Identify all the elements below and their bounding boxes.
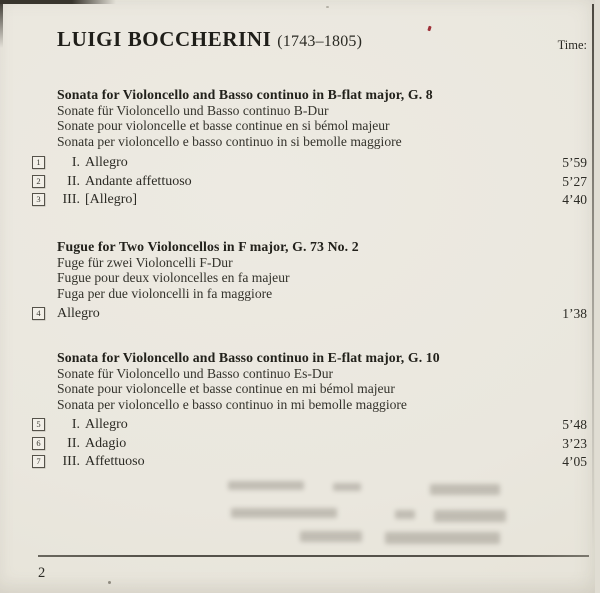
track-time: 3’23 bbox=[562, 435, 587, 451]
work-title-italian: Fuga per due violoncelli in fa maggiore bbox=[57, 285, 273, 301]
composer-name bbox=[57, 27, 362, 52]
work-title-german: Sonate für Violoncello und Basso continuo Es-Dur bbox=[57, 366, 334, 381]
movement-numeral: I. bbox=[71, 417, 80, 432]
work-title-german: Sonate für Violoncello und Basso continuo B-Dur bbox=[57, 103, 329, 118]
track-time: 5’59 bbox=[562, 155, 587, 170]
movement-numeral: III. bbox=[62, 192, 80, 208]
movement-title: Andante affettuoso bbox=[85, 173, 192, 189]
track-time: 5’48 bbox=[562, 417, 587, 432]
movement-numeral: II. bbox=[67, 173, 80, 189]
track-number-box: 2 bbox=[32, 175, 45, 188]
work-title: Fugue for Two Violoncellos in F major, G. 73 No. 2 bbox=[57, 239, 359, 254]
work-title-italian: Sonata per violoncello e basso continuo in mi bemolle maggiore bbox=[57, 396, 407, 412]
track-number-box: 6 bbox=[32, 437, 45, 450]
showthrough-smudge bbox=[300, 531, 362, 542]
track-number-box: 3 bbox=[32, 193, 45, 206]
track-row bbox=[0, 453, 600, 472]
page-number: 2 bbox=[38, 565, 46, 581]
time-column-label: Time: bbox=[557, 38, 587, 52]
dust-speck bbox=[108, 581, 111, 584]
track-time: 5’27 bbox=[562, 173, 587, 189]
composer-years: (1743–1805) bbox=[277, 33, 363, 50]
work-title-french: Sonate pour violoncelle et basse continue en mi bémol majeur bbox=[57, 381, 395, 397]
movement-title: Adagio bbox=[85, 435, 127, 451]
showthrough-smudge bbox=[333, 483, 361, 491]
showthrough-smudge bbox=[430, 484, 500, 495]
work-title-french: Sonate pour violoncelle et basse continue en si bémol majeur bbox=[57, 118, 390, 134]
track-row bbox=[0, 154, 600, 173]
track-number-box: 1 bbox=[32, 156, 45, 169]
work-title-german: Fuge für zwei Violoncelli F-Dur bbox=[57, 255, 233, 270]
track-number-box: 5 bbox=[32, 418, 45, 431]
work-section-sonata-g8 bbox=[57, 87, 577, 149]
movement-numeral: II. bbox=[67, 435, 80, 451]
track-time: 4’40 bbox=[562, 192, 587, 208]
track-list-sonata-g8 bbox=[0, 154, 600, 210]
track-list-sonata-g10 bbox=[0, 416, 600, 472]
track-time: 1’38 bbox=[562, 306, 587, 321]
work-section-fugue-g73 bbox=[57, 239, 577, 301]
movement-numeral: III. bbox=[62, 454, 80, 470]
composer-name-text: LUIGI BOCCHERINI bbox=[57, 27, 272, 51]
movement-title: Affettuoso bbox=[85, 454, 145, 470]
showthrough-smudge bbox=[231, 508, 337, 518]
track-time: 4’05 bbox=[562, 454, 587, 470]
track-row bbox=[0, 173, 600, 192]
movement-title: Allegro bbox=[85, 155, 128, 170]
track-row bbox=[0, 305, 600, 324]
movement-numeral: I. bbox=[71, 155, 80, 170]
movement-title: Allegro bbox=[57, 306, 100, 321]
showthrough-smudge bbox=[385, 532, 500, 544]
movement-title: [Allegro] bbox=[85, 192, 138, 208]
work-title: Sonata for Violoncello and Basso continuo in E-flat major, G. 10 bbox=[57, 350, 440, 365]
work-title-french: Fugue pour deux violoncelles en fa majeur bbox=[57, 270, 290, 286]
track-row bbox=[0, 435, 600, 454]
track-number-box: 4 bbox=[32, 307, 45, 320]
track-row bbox=[0, 416, 600, 435]
track-number-box: 7 bbox=[32, 455, 45, 468]
showthrough-smudge bbox=[228, 481, 304, 490]
work-title: Sonata for Violoncello and Basso continuo in B-flat major, G. 8 bbox=[57, 87, 433, 102]
showthrough-smudge bbox=[434, 510, 506, 522]
track-row bbox=[0, 191, 600, 210]
page-header bbox=[0, 0, 600, 60]
work-title-italian: Sonata per violoncello e basso continuo in si bemolle maggiore bbox=[57, 133, 402, 149]
track-list-fugue-g73 bbox=[0, 305, 600, 324]
scan-edge-right-shade bbox=[595, 0, 600, 593]
movement-title: Allegro bbox=[85, 417, 128, 432]
footer-rule bbox=[38, 555, 589, 557]
showthrough-smudge bbox=[395, 510, 415, 519]
work-section-sonata-g10 bbox=[57, 350, 577, 412]
